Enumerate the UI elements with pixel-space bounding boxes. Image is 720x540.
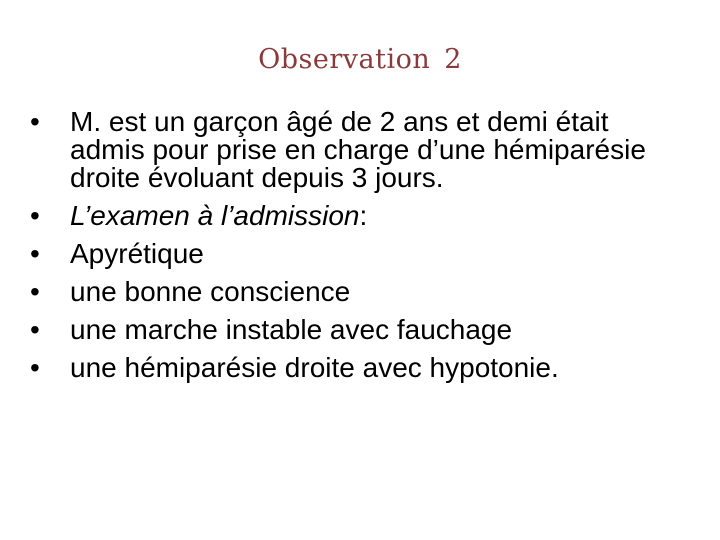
exam-label: L’examen à l’admission — [70, 200, 360, 231]
bullet-exam-header — [30, 202, 690, 230]
title-word: Observation — [258, 44, 431, 75]
bullet-hemiparesis: • une hémiparésie droite avec hypotonie. — [30, 354, 690, 382]
exam-suffix: : — [359, 200, 368, 231]
title-number: 2 — [444, 44, 462, 75]
slide-title — [0, 44, 720, 76]
bullet-consciousness: • une bonne conscience — [30, 278, 690, 306]
bullet-apyretic: • Apyrétique — [30, 240, 690, 268]
bullet-gait: • une marche instable avec fauchage — [30, 316, 690, 344]
bullet-list — [30, 108, 690, 392]
bullet-patient-history: • M. est un garçon âgé de 2 ans et demi était admis pour prise en charge d’une hémiparésie droite évoluant depuis 3 jours. — [30, 108, 690, 192]
